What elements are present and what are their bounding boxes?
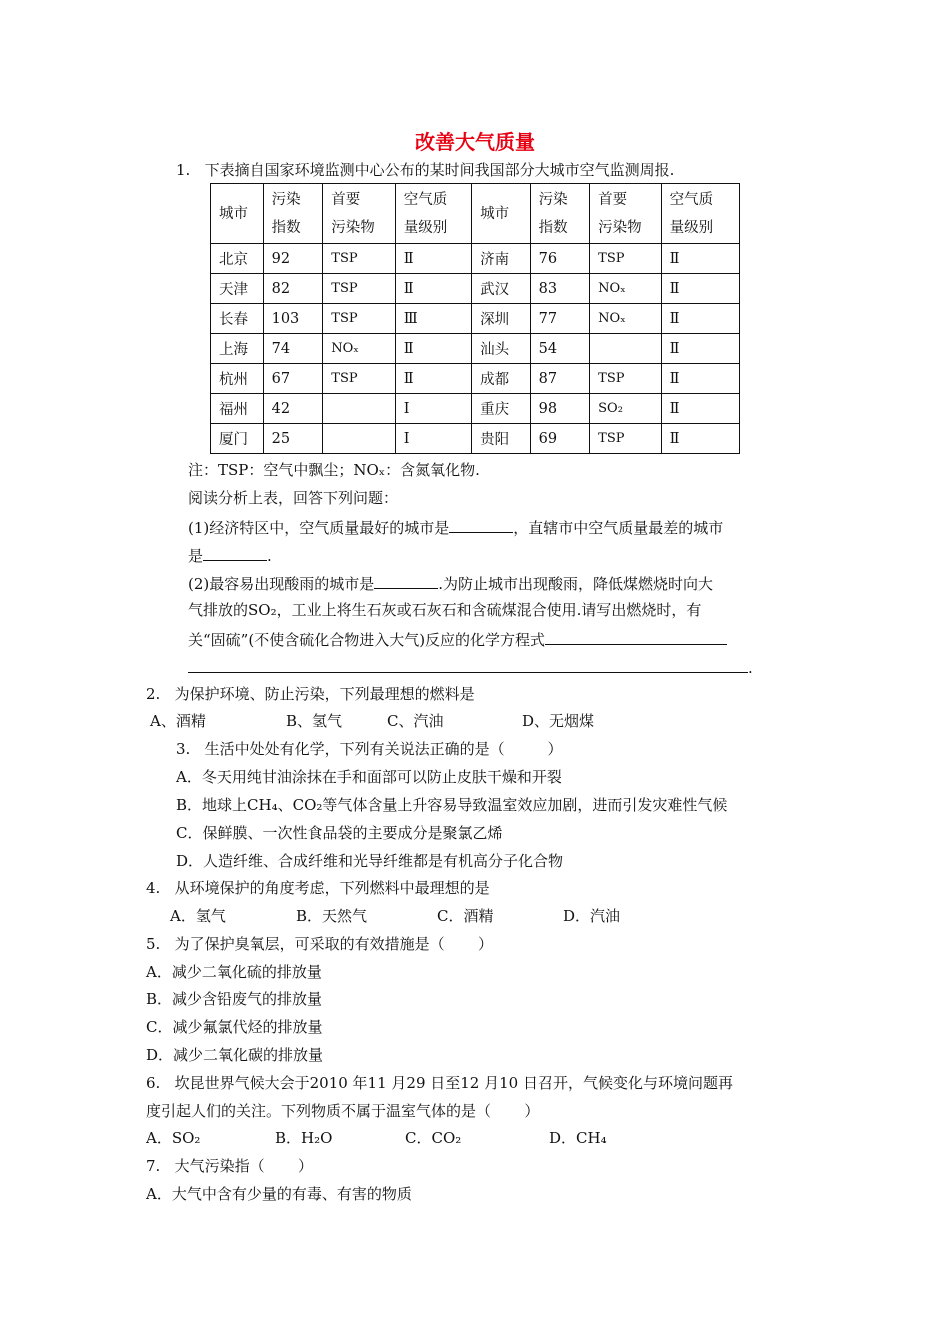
question-7-stem: 7. 大气污染指（ ） — [146, 1157, 313, 1175]
table-cell: 74 — [263, 334, 323, 364]
table-cell: Ⅱ — [661, 334, 739, 364]
table-cell: 82 — [263, 274, 323, 304]
table-cell: TSP — [590, 364, 662, 394]
table-cell: 贵阳 — [472, 424, 531, 454]
option-d: D、无烟煤 — [522, 712, 595, 730]
table-cell: Ⅰ — [395, 394, 471, 424]
question-5-stem: 5. 为了保护臭氧层，可采取的有效措施是（ ） — [146, 935, 493, 953]
question-1-sub1: (1)经济特区中，空气质量最好的城市是 ，直辖市中空气质量最差的城市 — [188, 516, 723, 538]
option-c: C．减少氟氯代烃的排放量 — [146, 1018, 323, 1036]
table-row — [211, 244, 740, 274]
header-cell: 污染 指数 — [263, 184, 323, 244]
option-a: A、酒精 — [150, 712, 206, 730]
table-cell: 北京 — [211, 244, 264, 274]
table-cell: 厦门 — [211, 424, 264, 454]
option-c: C、汽油 — [387, 712, 444, 730]
option-a: A．减少二氧化硫的排放量 — [146, 963, 322, 981]
option-c: C．CO₂ — [405, 1129, 462, 1147]
answer-blank[interactable] — [188, 656, 748, 673]
question-1-sub1-cont: 是 . — [188, 544, 272, 566]
question-1-stem: 1. 下表摘自国家环境监测中心公布的某时间我国部分大城市空气监测周报. — [176, 161, 675, 179]
table-cell — [590, 334, 662, 364]
option-c: C．保鲜膜、一次性食品袋的主要成分是聚氯乙烯 — [176, 824, 503, 842]
table-cell: Ⅱ — [661, 424, 739, 454]
table-cell: Ⅱ — [661, 304, 739, 334]
option-d: D．人造纤维、合成纤维和光导纤维都是有机高分子化合物 — [176, 852, 564, 870]
option-b: B、氢气 — [286, 712, 343, 730]
table-cell: Ⅱ — [395, 244, 471, 274]
table-cell: 深圳 — [472, 304, 531, 334]
option-a: A．大气中含有少量的有毒、有害的物质 — [146, 1185, 412, 1203]
table-cell: Ⅱ — [661, 394, 739, 424]
question-1-sub2: (2)最容易出现酸雨的城市是 .为防止城市出现酸雨，降低煤燃烧时向大 — [188, 572, 713, 594]
header-cell: 空气质 量级别 — [395, 184, 471, 244]
table-cell — [323, 394, 396, 424]
table-cell: 成都 — [472, 364, 531, 394]
header-cell: 城市 — [211, 184, 264, 244]
option-d: D．汽油 — [563, 907, 621, 925]
table-cell: TSP — [323, 304, 396, 334]
table-cell: 69 — [530, 424, 590, 454]
question-1-instruction: 阅读分析上表，回答下列问题： — [188, 489, 399, 507]
table-row — [211, 424, 740, 454]
table-cell: 福州 — [211, 394, 264, 424]
table-cell: 重庆 — [472, 394, 531, 424]
table-cell: 42 — [263, 394, 323, 424]
table-cell: TSP — [323, 274, 396, 304]
table-cell: SO₂ — [590, 394, 662, 424]
table-cell: 长春 — [211, 304, 264, 334]
answer-blank[interactable] — [203, 544, 267, 561]
table-cell: 武汉 — [472, 274, 531, 304]
question-1-sub2-line2: 气排放的SO₂，工业上将生石灰或石灰石和含硫煤混合使用.请写出燃烧时，有 — [188, 601, 702, 619]
header-cell: 首要 污染物 — [590, 184, 662, 244]
question-4-stem: 4. 从环境保护的角度考虑，下列燃料中最理想的是 — [146, 879, 490, 897]
option-b: B．天然气 — [296, 907, 368, 925]
table-header-row — [211, 184, 740, 244]
table-cell: Ⅰ — [395, 424, 471, 454]
question-6-stem-cont: 度引起人们的关注。下列物质不属于温室气体的是（ ） — [146, 1102, 540, 1120]
table-row — [211, 304, 740, 334]
table-cell: TSP — [323, 244, 396, 274]
table-cell: 76 — [530, 244, 590, 274]
table-cell: 103 — [263, 304, 323, 334]
table-cell: Ⅱ — [661, 274, 739, 304]
question-1-sub2-line4: . — [188, 656, 753, 678]
table-note: 注：TSP：空气中飘尘；NOₓ：含氮氧化物. — [188, 461, 480, 479]
option-b: B．减少含铅废气的排放量 — [146, 990, 323, 1008]
question-2-stem: 2. 为保护环境、防止污染，下列最理想的燃料是 — [146, 685, 475, 703]
answer-blank[interactable] — [374, 572, 438, 589]
header-cell: 城市 — [472, 184, 531, 244]
air-quality-table — [210, 183, 740, 454]
table-row — [211, 274, 740, 304]
option-b: B．地球上CH₄、CO₂等气体含量上升容易导致温室效应加剧，进而引发灾难性气候 — [176, 796, 728, 814]
table-cell: TSP — [590, 424, 662, 454]
table-cell: 92 — [263, 244, 323, 274]
page-title: 改善大气质量 — [415, 130, 535, 154]
table-cell: 67 — [263, 364, 323, 394]
table-cell: 汕头 — [472, 334, 531, 364]
option-b: B．H₂O — [275, 1129, 333, 1147]
table-cell: 上海 — [211, 334, 264, 364]
option-a: A．SO₂ — [146, 1129, 201, 1147]
table-cell: Ⅱ — [395, 334, 471, 364]
answer-blank[interactable] — [449, 516, 513, 533]
table-cell: 54 — [530, 334, 590, 364]
question-1-sub2-line3: 关“固硫”(不使含硫化合物进入大气)反应的化学方程式 — [188, 628, 727, 650]
table-cell: NOₓ — [590, 274, 662, 304]
table-cell: 83 — [530, 274, 590, 304]
table-cell: 济南 — [472, 244, 531, 274]
table-cell: Ⅱ — [661, 364, 739, 394]
option-d: D．CH₄ — [549, 1129, 607, 1147]
header-cell: 空气质 量级别 — [661, 184, 739, 244]
table-cell: Ⅱ — [395, 364, 471, 394]
table-cell: 天津 — [211, 274, 264, 304]
table-cell: Ⅱ — [661, 244, 739, 274]
table-cell: 77 — [530, 304, 590, 334]
answer-blank[interactable] — [545, 628, 727, 645]
table-cell: 杭州 — [211, 364, 264, 394]
table-cell: 87 — [530, 364, 590, 394]
table-cell — [323, 424, 396, 454]
table-cell: TSP — [590, 244, 662, 274]
option-d: D．减少二氧化碳的排放量 — [146, 1046, 324, 1064]
table-row — [211, 334, 740, 364]
option-a: A．冬天用纯甘油涂抹在手和面部可以防止皮肤干燥和开裂 — [176, 768, 562, 786]
table-cell: 25 — [263, 424, 323, 454]
table-cell: 98 — [530, 394, 590, 424]
option-c: C．酒精 — [437, 907, 494, 925]
header-cell: 污染 指数 — [530, 184, 590, 244]
table-row — [211, 364, 740, 394]
table-cell: Ⅲ — [395, 304, 471, 334]
table-cell: Ⅱ — [395, 274, 471, 304]
table-cell: NOₓ — [590, 304, 662, 334]
table-cell: NOₓ — [323, 334, 396, 364]
question-6-stem: 6. 坎昆世界气候大会于2010 年11 月29 日至12 月10 日召开，气候变化与环境问题再 — [146, 1074, 733, 1092]
table-cell: TSP — [323, 364, 396, 394]
option-a: A．氢气 — [170, 907, 226, 925]
question-3-stem: 3. 生活中处处有化学，下列有关说法正确的是（ ） — [176, 740, 563, 758]
header-cell: 首要 污染物 — [323, 184, 396, 244]
table-row — [211, 394, 740, 424]
